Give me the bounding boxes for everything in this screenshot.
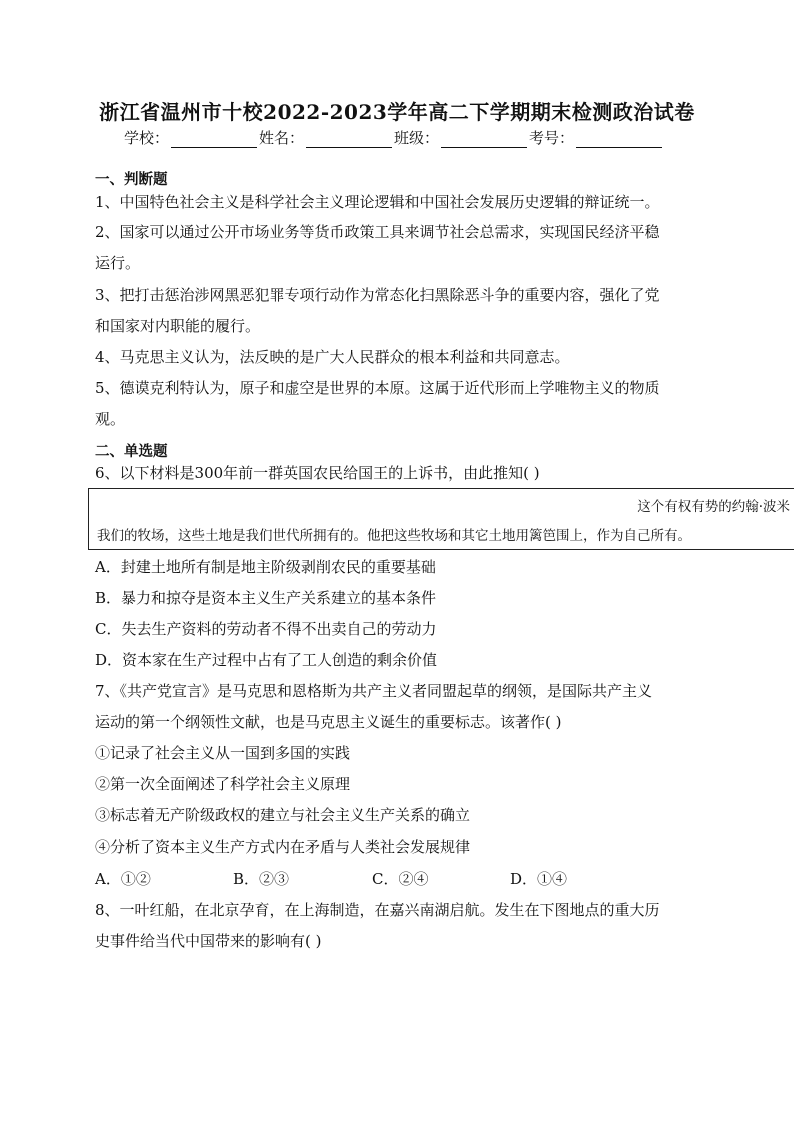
name-blank — [306, 131, 392, 148]
school-label: 学校： — [124, 129, 170, 147]
student-info-line — [124, 127, 684, 148]
exam-number-blank — [576, 131, 662, 148]
question-6-option-c: C．失去生产资料的劳动者不得不出卖自己的劳动力 — [95, 620, 437, 638]
section-heading-judgment: 一、判断题 — [95, 171, 168, 188]
class-blank — [441, 131, 527, 148]
question-7-option-b: B．②③ — [233, 870, 290, 888]
class-label: 班级： — [394, 129, 440, 147]
question-7-line-2: 运动的第一个纲领性文献，也是马克思主义诞生的重要标志。该著作( ) — [95, 713, 562, 731]
question-7-statement-2: ②第一次全面阐述了科学社会主义原理 — [95, 775, 351, 793]
question-5-line-2: 观。 — [95, 410, 126, 428]
question-7-statement-3: ③标志着无产阶级政权的建立与社会主义生产关系的确立 — [95, 806, 471, 824]
question-6-option-d: D．资本家在生产过程中占有了工人创造的剩余价值 — [95, 651, 438, 669]
exam-number-label: 考号： — [529, 129, 575, 147]
question-7-option-d: D．①④ — [510, 870, 568, 888]
name-label: 姓名： — [259, 129, 305, 147]
question-3-line-1: 3、把打击惩治涉网黑恶犯罪专项行动作为常态化扫黑除恶斗争的重要内容，强化了党 — [95, 286, 660, 304]
question-4: 4、马克思主义认为，法反映的是广大人民群众的根本利益和共同意志。 — [95, 348, 570, 366]
question-6-option-b: B．暴力和掠夺是资本主义生产关系建立的基本条件 — [95, 589, 437, 607]
question-1: 1、中国特色社会主义是科学社会主义理论逻辑和中国社会发展历史逻辑的辩证统一。 — [95, 193, 660, 211]
school-blank — [171, 131, 257, 148]
question-7-option-c: C．②④ — [372, 870, 429, 888]
question-2-line-1: 2、国家可以通过公开市场业务等货币政策工具来调节社会总需求，实现国民经济平稳 — [95, 223, 660, 241]
question-2-line-2: 运行。 — [95, 254, 141, 272]
section-heading-single-choice: 二、单选题 — [95, 443, 168, 460]
quote-line-1: 这个有权有势的约翰·波米 — [637, 499, 790, 515]
quote-line-2: 我们的牧场，这些土地是我们世代所拥有的。他把这些牧场和其它土地用篱笆围上，作为自己所有。 — [97, 528, 691, 544]
question-8-line-1: 8、一叶红船，在北京孕育，在上海制造，在嘉兴南湖启航。发生在下图地点的重大历 — [95, 901, 660, 919]
material-quote-box — [88, 488, 794, 550]
question-6-option-a: A．封建土地所有制是地主阶级剥削农民的重要基础 — [95, 558, 436, 576]
question-6: 6、以下材料是300年前一群英国农民给国王的上诉书，由此推知( ) — [95, 464, 540, 482]
exam-title: 浙江省温州市十校2022-2023学年高二下学期期末检测政治试卷 — [99, 100, 695, 124]
question-7-line-1: 7、《共产党宣言》是马克思和恩格斯为共产主义者同盟起草的纲领，是国际共产主义 — [95, 682, 653, 700]
question-7-statement-4: ④分析了资本主义生产方式内在矛盾与人类社会发展规律 — [95, 838, 471, 856]
question-5-line-1: 5、德谟克利特认为，原子和虚空是世界的本原。这属于近代形而上学唯物主义的物质 — [95, 379, 660, 397]
question-7-statement-1: ①记录了社会主义从一国到多国的实践 — [95, 744, 351, 762]
question-3-line-2: 和国家对内职能的履行。 — [95, 317, 261, 335]
question-8-line-2: 史事件给当代中国带来的影响有( ) — [95, 932, 322, 950]
question-7-option-a: A．①② — [95, 870, 151, 888]
